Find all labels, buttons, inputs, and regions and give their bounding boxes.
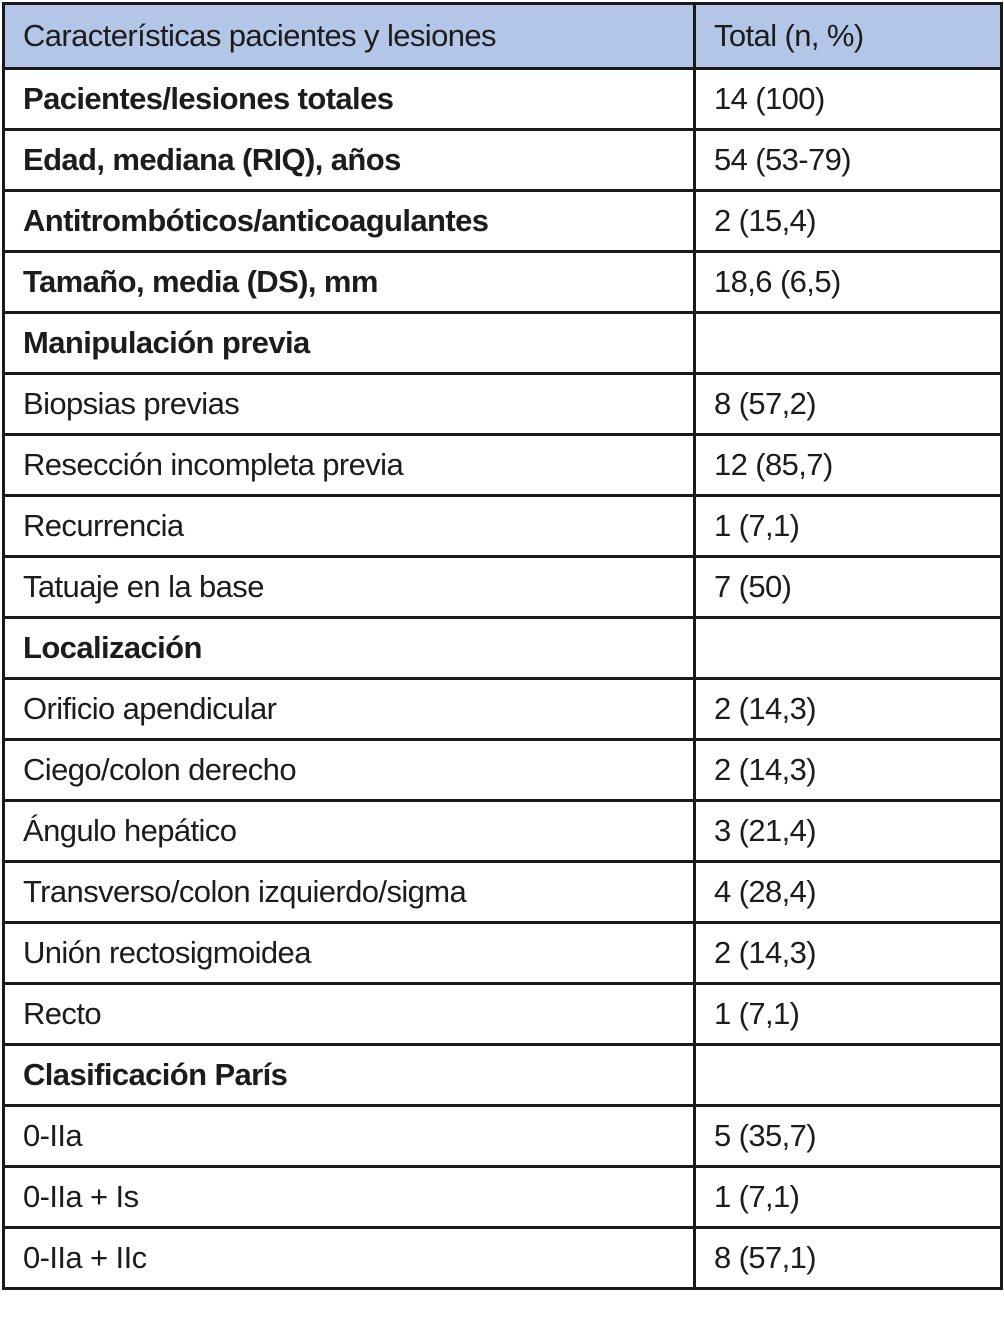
row-label: Resección incompleta previa [4, 435, 695, 496]
section-label: Pacientes/lesiones totales [4, 69, 695, 130]
row-label: Ciego/colon derecho [4, 740, 695, 801]
row-value: 14 (100) [695, 69, 1002, 130]
row-label: Recto [4, 984, 695, 1045]
table-row [4, 801, 1002, 862]
row-label: Tatuaje en la base [4, 557, 695, 618]
table-row [4, 984, 1002, 1045]
table-row [4, 496, 1002, 557]
section-label: Tamaño, media (DS), mm [4, 252, 695, 313]
row-label: 0-IIa [4, 1106, 695, 1167]
row-value: 12 (85,7) [695, 435, 1002, 496]
table-row [4, 69, 1002, 130]
row-value: 7 (50) [695, 557, 1002, 618]
row-value: 2 (14,3) [695, 679, 1002, 740]
table-row [4, 1167, 1002, 1228]
section-label: Edad, mediana (RIQ), años [4, 130, 695, 191]
row-value: 18,6 (6,5) [695, 252, 1002, 313]
table-row [4, 435, 1002, 496]
header-characteristics: Características pacientes y lesiones [4, 4, 695, 69]
row-label: Ángulo hepático [4, 801, 695, 862]
section-label: Manipulación previa [4, 313, 695, 374]
table-row [4, 679, 1002, 740]
row-value: 54 (53-79) [695, 130, 1002, 191]
row-value: 3 (21,4) [695, 801, 1002, 862]
table-row [4, 740, 1002, 801]
table-row [4, 1045, 1002, 1106]
table-header-row [4, 4, 1002, 69]
characteristics-table [2, 2, 1003, 1290]
table-body [4, 69, 1002, 1289]
row-label: Biopsias previas [4, 374, 695, 435]
row-label: Transverso/colon izquierdo/sigma [4, 862, 695, 923]
row-label: Orificio apendicular [4, 679, 695, 740]
row-value [695, 313, 1002, 374]
row-label: 0-IIa + Is [4, 1167, 695, 1228]
row-value: 8 (57,1) [695, 1228, 1002, 1289]
row-value: 1 (7,1) [695, 496, 1002, 557]
row-value: 1 (7,1) [695, 1167, 1002, 1228]
table-row [4, 313, 1002, 374]
header-total: Total (n, %) [695, 4, 1002, 69]
characteristics-table-container [2, 2, 1000, 1290]
table-row [4, 618, 1002, 679]
table-row [4, 130, 1002, 191]
table-row [4, 1228, 1002, 1289]
table-row [4, 557, 1002, 618]
table-row [4, 191, 1002, 252]
row-value: 5 (35,7) [695, 1106, 1002, 1167]
row-value: 4 (28,4) [695, 862, 1002, 923]
table-row [4, 1106, 1002, 1167]
row-label: Unión rectosigmoidea [4, 923, 695, 984]
table-row [4, 862, 1002, 923]
row-value [695, 1045, 1002, 1106]
table-row [4, 252, 1002, 313]
row-value: 2 (14,3) [695, 740, 1002, 801]
table-row [4, 923, 1002, 984]
row-value: 2 (14,3) [695, 923, 1002, 984]
table-row [4, 374, 1002, 435]
row-label: 0-IIa + IIc [4, 1228, 695, 1289]
row-value [695, 618, 1002, 679]
row-value: 8 (57,2) [695, 374, 1002, 435]
section-label: Clasificación París [4, 1045, 695, 1106]
row-value: 2 (15,4) [695, 191, 1002, 252]
row-label: Recurrencia [4, 496, 695, 557]
section-label: Antitrombóticos/anticoagulantes [4, 191, 695, 252]
row-value: 1 (7,1) [695, 984, 1002, 1045]
section-label: Localización [4, 618, 695, 679]
